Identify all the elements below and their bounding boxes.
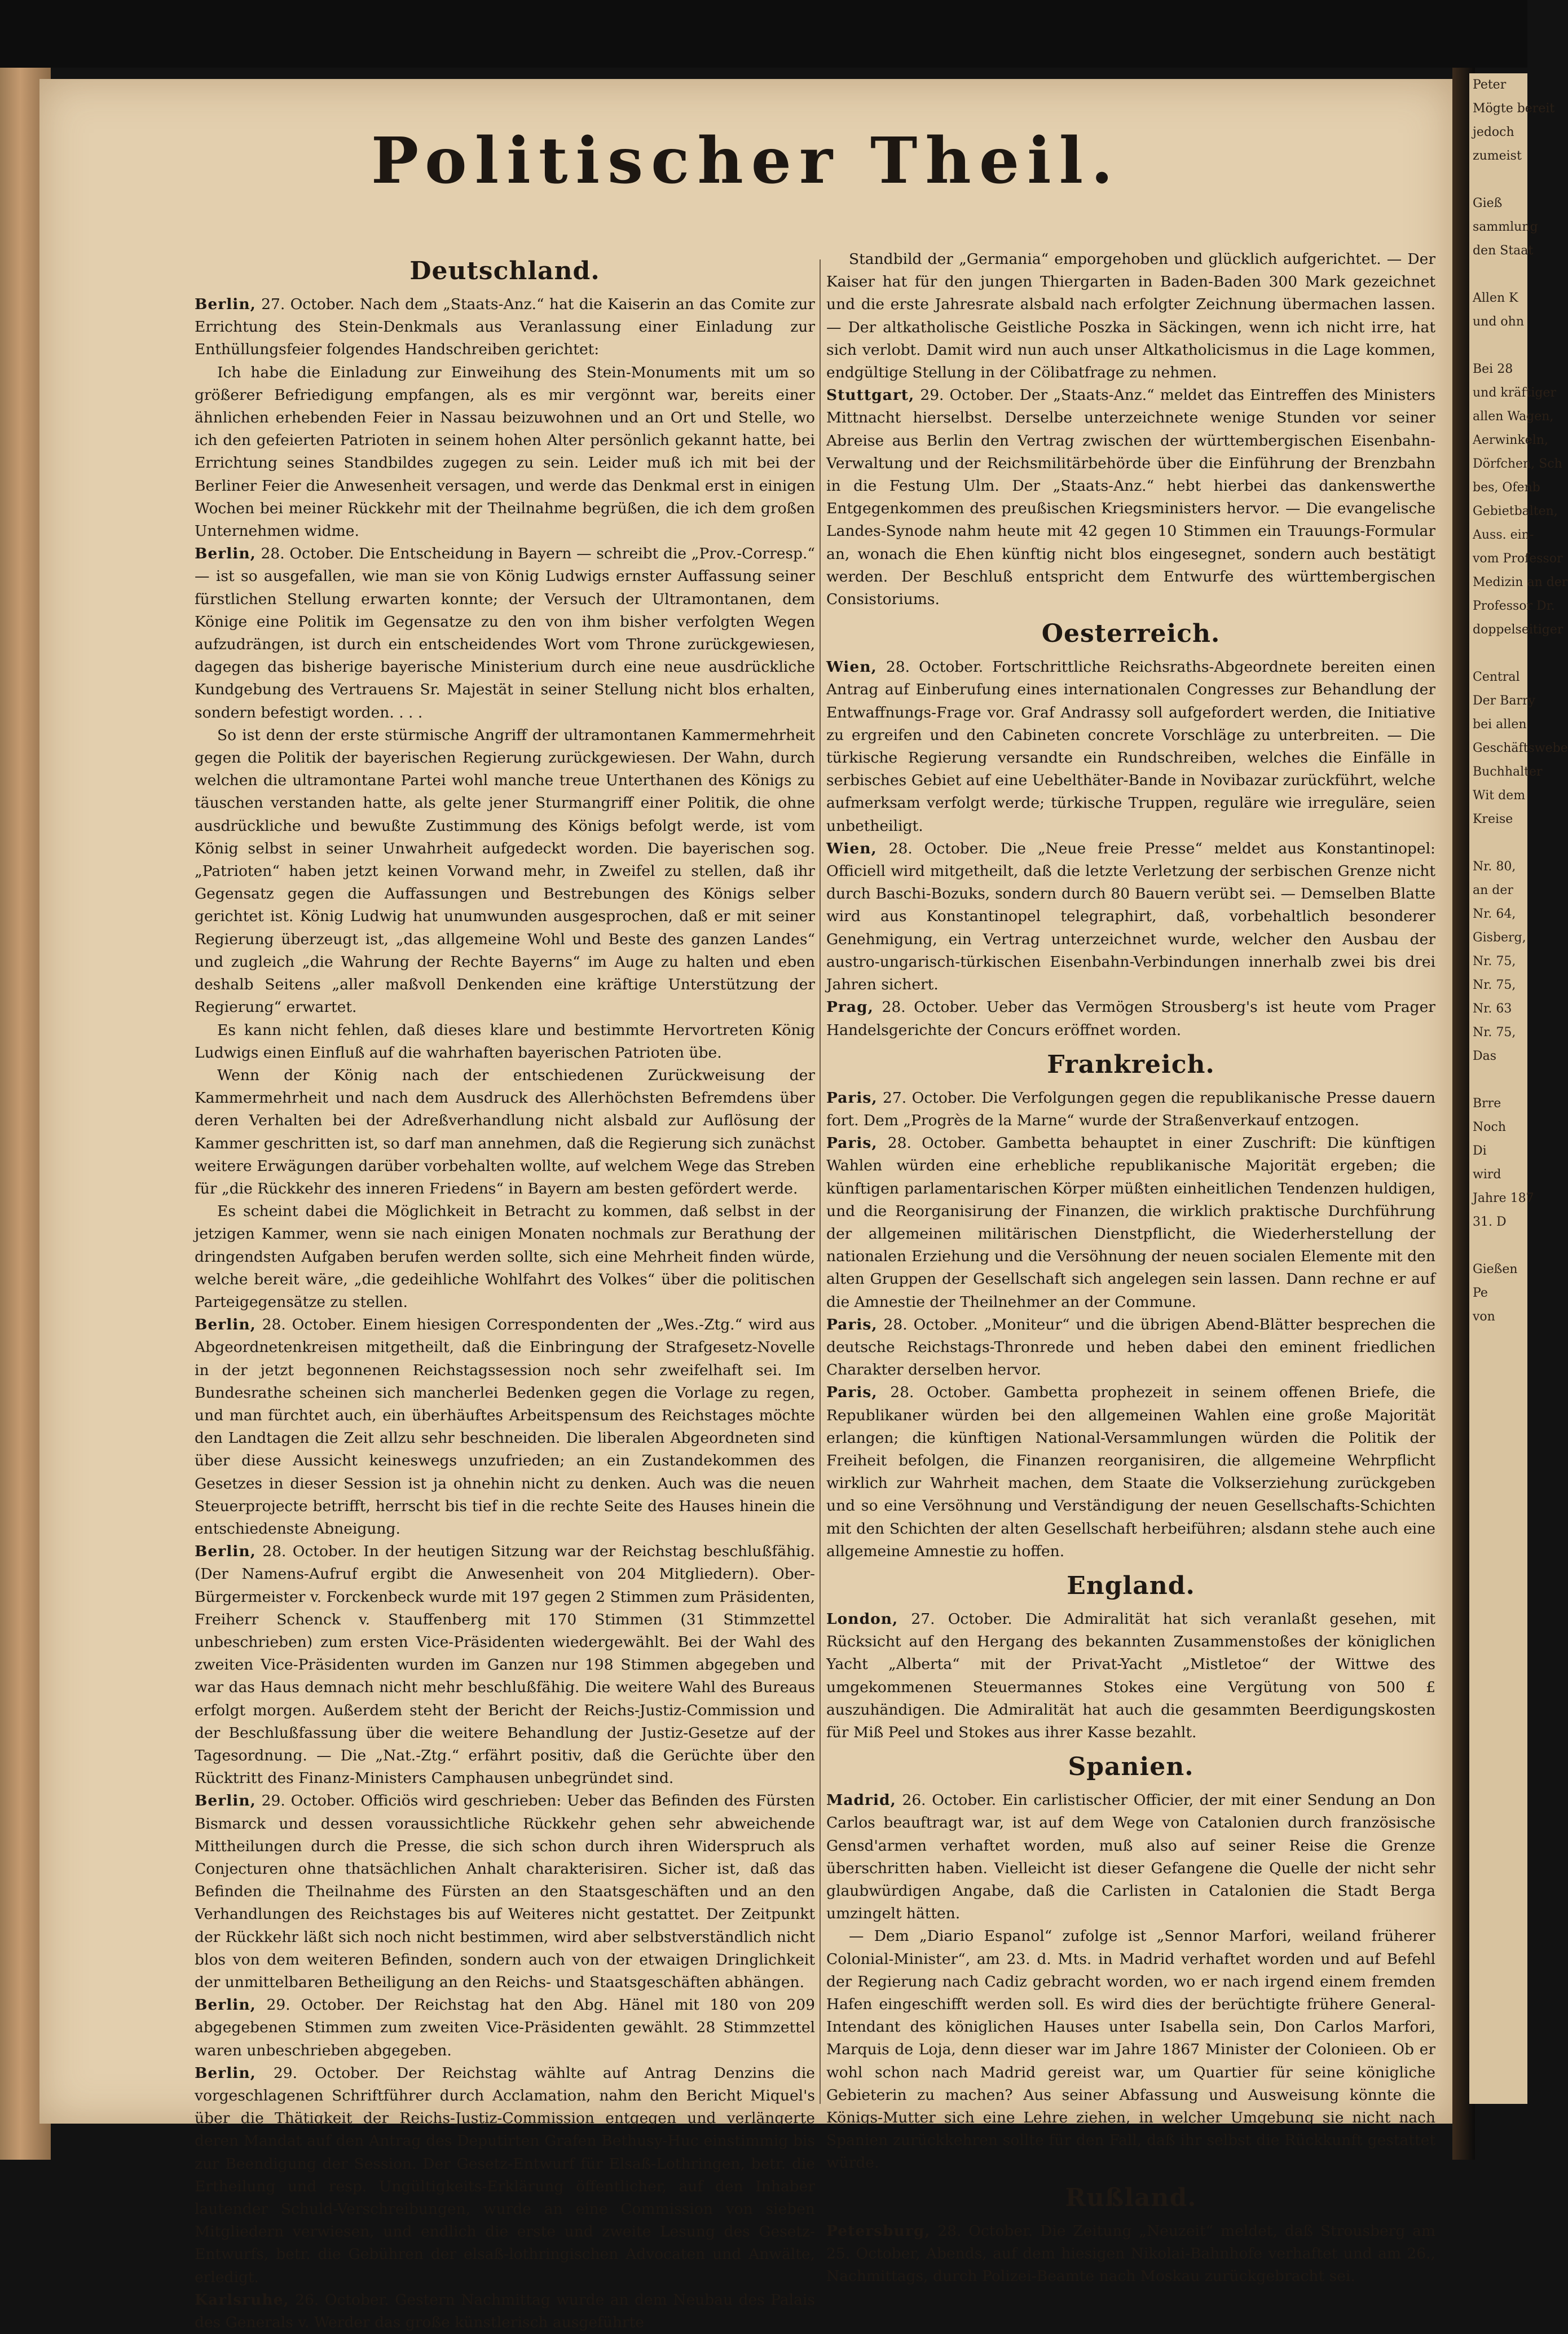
dateline-date: 28. October. [887,1134,986,1152]
article-paragraph [195,543,815,724]
adjacent-page-text: Nr. 64, [1473,907,1516,921]
adjacent-page-text: allen Wagen, [1473,409,1554,424]
article-text: — Dem „Diario Espanol“ zufolge ist „Sennor Marfori, weiland früherer Colonial-Minister“, am 23. d. Mts. in Madrid verhaftet worden und auf Befehl der Regierung nach Cadiz gebracht worden, wo er nach irgend einem fremden Hafen eingeschifft werden soll. Es wird dies der berüchtigte frühere General-Intendant des königlichen Hauses unter Isabella sein, Don Carlos Marfori, Marquis de Loja, denn dieser war im Jahre 1867 Minister der Colonieen. Ob er wohl schon nach Madrid gereist war, um Quartier für seine königliche Gebieterin zu machen? Aus seiner Abfassung und Ausweisung könnte die Königs-Mutter sich eine Lehre ziehen, in welcher Umgebung sie nicht nach Spanien zurückkehren sollte für den Fall, daß ihr selbst die Rückkunft gestattet würde. [826,1927,1435,2172]
dateline-date: 28. October. [886,658,984,676]
dateline-date: 27. October. [883,1089,976,1107]
section-heading-england: England. [1067,1571,1195,1600]
article-text: Ueber das Vermögen Strousberg's ist heute vom Prager Handelsgerichte der Concurs eröffnet worden. [826,998,1435,1039]
adjacent-page-text [1469,263,1527,287]
adjacent-page-text: Medizin an der [1473,575,1568,589]
article-text: Die Entscheidung in Bayern — schreibt die „Prov.-Corresp.“ — ist so ausgefallen, wie man sie von König Ludwigs ernster Auffassung seiner fürstlichen Stellung erwarten konnte; der Versuch der Ultramontanen, dem Könige eine Politik im Gegensatze zu den von ihm bisher verfolgten Wegen aufzudrängen, ist durch ein entscheidendes Wort vom Throne zurückgewiesen, dagegen das bisherige bayerische Ministerium durch eine neue ausdrückliche Kundgebung des Vertrauens Sr. Majestät in seiner Stellung nicht blos erhalten, sondern befestigt worden. . . . [195,545,815,721]
article-paragraph [195,1994,815,2062]
article-paragraph [195,724,815,1019]
article-paragraph [826,1314,1435,1382]
adjacent-page-text: Der Barry [1473,694,1535,708]
adjacent-page-text: doppelseitiger [1473,623,1563,637]
article-paragraph [826,1925,1435,2174]
adjacent-page-text: Di [1473,1144,1487,1158]
dateline-place: Berlin, [195,2064,256,2082]
dateline-date: 29. October. [266,1996,365,2014]
left-column-articles [195,293,815,2334]
left-column [195,248,815,2334]
article-paragraph [826,1608,1435,1744]
article-text: Nach dem „Staats-Anz.“ hat die Kaiserin an das Comite zur Errichtung des Stein-Denkmals aus Veranlassung einer Einladung zur Enthüllungsfeier folgendes Handschreiben gerichtet: [195,296,815,359]
article-paragraph [195,1314,815,1540]
article-paragraph [195,1540,815,1790]
oesterreich-articles [826,656,1435,1041]
adjacent-page-text: wird [1473,1168,1501,1182]
dateline-place: Berlin, [195,1316,256,1334]
adjacent-page-text [1469,1234,1527,1258]
adjacent-page-text: zumeist [1473,149,1522,163]
article-paragraph [195,1019,815,1064]
article-text: Einem hiesigen Correspondenten der „Wes.-Ztg.“ wird aus Abgeordnetenkreisen mitgetheilt, daß die Einbringung der Strafgesetz-Novelle in der jetzt begonnenen Reichstagssession noch sehr zweifelhaft sei. Im Bundesrathe scheinen sich mancherlei Bedenken gegen die Vorlage zu regen, und man fürchtet auch, ein überhäuftes Arbeitspensum des Reichstages möchte den Landtagen die Zeit allzu sehr beschneiden. Die liberalen Abgeordneten sind über diese Aussicht keineswegs unzufrieden; an ein Zustandekommen des Gesetzes in dieser Session ist ja ohnehin nicht zu denken. Auch was die neuen Steuerprojecte betrifft, herrscht bis tief in die rechte Seite des Hauses hinein die entschiedenste Abneigung. [195,1316,815,1538]
article-paragraph [826,1381,1435,1563]
adjacent-page-text: Wit dem [1473,789,1526,803]
book-binding-top [0,0,1527,68]
dateline-date: 29. October. [920,386,1014,404]
england-articles [826,1608,1435,1744]
dateline-date: 29. October. [261,1792,355,1810]
adjacent-page-text [1469,642,1527,666]
dateline-date: 27. October. [261,296,355,313]
adjacent-page-text: Nr. 75, [1473,1025,1516,1040]
dateline-place: Paris, [826,1134,878,1152]
dateline-place: Berlin, [195,1996,256,2014]
article-text: Gambetta prophezeit in seinem offenen Briefe, die Republikaner würden bei den allgemeinen Wahlen eine große Majorität erlangen; die künftigen National-Versammlungen würden die Politik der Freiheit befolgen, die Finanzen reorganisiren, die allgemeine Wehrpflicht wirklich zur Wahrheit machen, dem Staate die Volkserziehung zurückgeben und so eine Versöhnung und Verständigung der neuen Gesellschafts-Schichten mit den Schichten der alten Gesellschaft herbeiführen; alsdann stehe auch eine allgemeine Amnestie zu hoffen. [826,1384,1435,1560]
dateline-place: Wien, [826,658,877,676]
article-text: Ein carlistischer Officier, der mit einer Sendung an Don Carlos beauftragt war, ist auf dem Wege von Catalonien durch französische Gensd'armen verhaftet worden, muß also auf seiner Reise die Grenze überschritten haben. Vielleicht ist dieser Gefangene die Quelle der nicht sehr glaubwürdigen Angabe, daß die Carlisten in Catalonien die Stadt Berga umzingelt hätten. [826,1791,1435,1923]
adjacent-page-text: Jahre 187 [1473,1191,1534,1205]
adjacent-page-text: Geschäftswebe [1473,741,1568,755]
spanien-articles [826,1789,1435,2174]
article-text: Officiös wird geschrieben: Ueber das Befinden des Fürsten Bismarck und dessen voraussichtliche Rückkehr gehen sehr abweichende Mittheilungen durch die Presse, die sich schon durch ihren Widerspruch als Conjecturen ohne thatsächlichen Anhalt charakterisiren. Sicher ist, daß das Befinden die Theilnahme des Fürsten an den Staatsgeschäften und an den Verhandlungen des Reichstages bis auf Weiteres nicht gestattet. Der Zeitpunkt der Rückkehr läßt sich noch nicht bestimmen, wird aber selbstverständlich nicht blos von dem weiteren Befinden, sondern auch von der etwaigen Dringlichkeit der unmittelbaren Betheiligung an den Reichs- und Staatsgeschäften abhängen. [195,1792,815,1992]
dateline-place: Berlin, [195,296,256,313]
dateline-place: Berlin, [195,545,256,563]
adjacent-page-text: Peter [1473,78,1507,92]
adjacent-page-text: von [1473,1310,1495,1324]
article-paragraph [826,2220,1435,2288]
adjacent-page-text [1469,168,1527,192]
article-paragraph [195,1200,815,1314]
article-paragraph [826,656,1435,838]
adjacent-page-text: Das [1473,1049,1497,1063]
dateline-date: 28. October. [883,1315,978,1333]
newspaper-page [39,79,1452,2332]
article-text: Es kann nicht fehlen, daß dieses klare und bestimmte Hervortreten König Ludwigs einen Einfluß auf die wahrhaften bayerischen Patrioten übe. [195,1021,815,1062]
adjacent-page-text: Pe [1473,1286,1488,1300]
article-text: Die „Neue freie Presse“ meldet aus Konstantinopel: Officiell wird mitgetheilt, daß die letzte Verletzung der serbischen Grenze nicht durch Baschi-Bozuks, sondern durch 80 Bauern verübt sei. — Demselben Blatte wird aus Konstantinopel telegraphirt, daß, vorbehaltlich besonderer Genehmigung, ein Vertrag unterzeichnet wurde, welcher den Ausbau der austro-ungarisch-türkischen Eisenbahn-Verbindungen innerhalb zwei bis drei Jahren sichert. [826,839,1435,994]
adjacent-page-text: sammlung [1473,220,1538,234]
adjacent-page-text: Professor Dr. [1473,599,1555,613]
article-paragraph [195,1790,815,1994]
adjacent-page-text: Buchhalter [1473,765,1543,779]
article-text: Der Reichstag wählte auf Antrag Denzins die vorgeschlagenen Schriftführer durch Acclamation, nahm den Bericht Miquel's über die Thätigkeit der Reichs-Justiz-Commission entgegen und verlängerte deren Mandat auf den Antrag des Deputirten Grafen Bethusy-Huc einstimmig bis zur Beendigung der Session. Der Gesetz-Entwurf für Elsaß-Lothringen, betr. die Ertheilung und resp. Ungültigkeits-Erklärung öffentlicher, auf den Inhaber lautender Schuld-Verschreibungen, wurde an eine Commission von sieben Mitgliedern verwiesen, und endlich die erste und zweite Lesung des Gesetz-Entwurfs, betr. die Gebühren der elsaß-lothringischen Advocaten und Anwälte, erledigt. [195,2064,815,2286]
frankreich-articles [826,1087,1435,1563]
adjacent-page-text: Gebietbalten, [1473,504,1558,518]
adjacent-page-text: Aerwinkeln, [1473,433,1549,447]
adjacent-page-text [1469,1068,1527,1092]
dateline-date: 28. October. [261,545,354,563]
article-text: Die Admiralität hat sich veranlaßt gesehen, mit Rücksicht auf den Hergang des bekannten Zusammenstoßes der königlichen Yacht „Alberta“ mit der Privat-Yacht „Mistletoe“ der Wittwe des umgekommenen Steuermannes Stokes eine Vergütung von 500 £ auszuhändigen. Die Admiralität hat auch die gesammten Beerdigungskosten für Miß Peel und Stokes aus ihrer Kasse bezahlt. [826,1610,1435,1741]
adjacent-page-text: Gisberg, [1473,931,1526,945]
adjacent-page-text: Noch [1473,1120,1506,1134]
adjacent-page-text: bes, Ofenb [1473,481,1540,495]
adjacent-page-text: Nr. 75, [1473,954,1516,968]
adjacent-page-text: und kräftiger [1473,386,1557,400]
article-paragraph [826,996,1435,1041]
dateline-place: Madrid, [826,1791,896,1809]
page-title: Politischer Theil. [371,124,1121,198]
adjacent-page-strip [1469,73,1568,2104]
article-paragraph [826,1087,1435,1132]
article-paragraph [826,838,1435,996]
adjacent-page-text: 31. D [1473,1215,1507,1229]
dateline-date: 28. October. [882,998,979,1016]
dateline-date: 28. October. [937,2222,1033,2240]
article-text: Wenn der König nach der entschiedenen Zurückweisung der Kammermehrheit und nach dem Ausdruck des Allerhöchsten Befremdens über deren Verhalten bei der Adreßverhandlung nicht alsbald zur Auflösung der Kammer geschritten ist, so darf man annehmen, daß die Regierung sich zunächst weitere Erwägungen darüber vorbehalten wollte, auf welchem Wege das Streben für „die Rückkehr des inneren Friedens“ in Bayern am besten gefördert werde. [195,1066,815,1197]
section-heading-frankreich: Frankreich. [1047,1050,1215,1079]
dateline-place: Paris, [826,1315,878,1333]
dateline-date: 27. October. [911,1610,1012,1628]
adjacent-page-text: Dörfchen, Sch [1473,457,1562,471]
adjacent-page-text: jedoch [1473,125,1514,139]
dateline-place: Berlin, [195,1792,256,1810]
article-text: So ist denn der erste stürmische Angriff der ultramontanen Kammermehrheit gegen die Politik der bayerischen Regierung zurückgewiesen. Der Wahn, durch welchen die ultramontane Partei wohl manche treue Unterthanen des Königs zu täuschen verstanden hatte, als gelte jener Sturmangriff einer Politik, die ohne ausdrückliche und bewußte Zustimmung des Königs befolgt werde, ist vom König selbst in seiner Unwahrheit aufgedeckt worden. Die bayerischen sog. „Patrioten“ haben jetzt keinen Vorwand mehr, in Zweifel zu stellen, daß ihr Gegensatz gegen die Auffassungen und Bestrebungen des Königs selber gerichtet ist. König Ludwig hat unumwunden ausgesprochen, daß er mit seiner Regierung überzeugt ist, „das allgemeine Wohl und Beste des ganzen Landes“ und zugleich „die Wahrung der Rechte Bayerns“ im Auge zu halten und eben deshalb Seitens „aller maßvoll Denkenden eine kräftige Unterstützung der Regierung“ erwartet. [195,726,815,1016]
column-divider [820,259,821,2104]
dateline-place: Prag, [826,998,874,1016]
adjacent-page-text: Mögte bereit [1473,102,1555,116]
adjacent-page-text: Kreise [1473,812,1513,826]
adjacent-page-text [1469,334,1527,358]
article-text: Gestern Nachmittag wurde an dem Neubau des Palais des Generals v. Werder das große künstlerisch ausgeführte [195,2291,815,2332]
adjacent-page-text: Bei 28 [1473,362,1513,376]
section-heading-oesterreich: Oesterreich. [1041,619,1221,649]
adjacent-page-text: Gießen [1473,1262,1518,1276]
dateline-date: 28. October. [262,1543,357,1561]
article-paragraph [195,362,815,543]
article-text: Die Verfolgungen gegen die republikanische Presse dauern fort. Dem „Progrès de la Marne“ wurde der Straßenverkauf entzogen. [826,1089,1435,1129]
article-paragraph [826,384,1435,611]
dateline-place: Wien, [826,839,877,857]
article-text: Ich habe die Einladung zur Einweihung des Stein-Monuments mit um so größerer Befriedigung empfangen, als es mir vergönnt war, bereits einer ähnlichen erhebenden Feier in Nassau beizuwohnen und an Ort und Stelle, wo ich den gefeierten Patrioten in seinem hohen Alter persönlich gekannt hatte, bei Errichtung seines Standbildes zugegen zu sein. Leider muß ich mit bei der Berliner Feier die Anwesenheit versagen, und werde das Denkmal erst in einigen Wochen bei meiner Rückkehr mit der Theilnahme begrüßen, die ich dem großen Unternehmen widme. [195,363,815,540]
adjacent-page-text: Nr. 80, [1473,860,1516,874]
dateline-place: Petersburg, [826,2222,931,2240]
article-paragraph [826,248,1435,384]
dateline-place: Paris, [826,1384,878,1402]
dateline-date: 28. October. [262,1316,356,1334]
dateline-date: 28. October. [888,839,989,857]
dateline-place: Karlsruhe, [195,2291,289,2309]
dateline-place: Stuttgart, [826,386,915,404]
deutschland-continued [826,248,1435,611]
adjacent-page-text: an der [1473,883,1513,897]
article-paragraph [826,1132,1435,1314]
article-paragraph [195,1064,815,1200]
adjacent-page-text: vom Professor [1473,552,1563,566]
article-text: In der heutigen Sitzung war der Reichstag beschlußfähig. (Der Namens-Aufruf ergibt die Anwesenheit von 204 Mitgliedern). Ober-Bürgermeister v. Forckenbeck wurde mit 197 gegen 2 Stimmen zum Präsidenten, Freiherr Schenck v. Stauffenberg mit 170 Stimmen (31 Stimmzettel unbeschrieben) zum ersten Vice-Präsidenten wiedergewählt. Bei der Wahl des zweiten Vice-Präsidenten wurden im Ganzen nur 198 Stimmen abgegeben und war das Haus demnach nicht mehr beschlußfähig. Die weitere Wahl des Bureaus erfolgt morgen. Außerdem steht der Bericht der Reichs-Justiz-Commission und der Beschlußfassung über die weitere Behandlung der Justiz-Gesetze auf der Tagesordnung. — Die „Nat.-Ztg.“ erfährt positiv, daß die Gerüchte über den Rücktritt des Finanz-Ministers Camphausen unbegründet sind. [195,1543,815,1787]
dateline-date: 26. October. [902,1791,997,1809]
adjacent-page-text: bei allen [1473,717,1527,732]
article-text: Der Reichstag hat den Abg. Hänel mit 180 von 209 abgegebenen Stimmen zum zweiten Vice-Präsidenten gewählt. 28 Stimmzettel waren unbeschrieben abgegeben. [195,1996,815,2059]
article-text: „Moniteur“ und die übrigen Abend-Blätter besprechen die deutsche Reichstags-Thronrede und heben dabei den eminent friedlichen Charakter derselben hervor. [826,1315,1435,1379]
article-text: Standbild der „Germania“ emporgehoben und glücklich aufgerichtet. — Der Kaiser hat für den jungen Thiergarten in Baden-Baden 300 Mark gezeichnet und die erste Jahresrate alsbald nach erfolgter Zeichnung übermachen lassen. — Der altkatholische Geistliche Poszka in Säckingen, wenn ich nicht irre, hat sich verlobt. Damit wird nun auch unser Altkatholicismus in die Lage kommen, endgültige Stellung in der Cölibatfrage zu nehmen. [826,250,1435,382]
adjacent-page-text: und ohn [1473,315,1524,329]
section-heading-deutschland: Deutschland. [409,257,600,285]
article-text: Fortschrittliche Reichsraths-Abgeordnete bereiten einen Antrag auf Einberufung eines internationalen Congresses zur Behandlung der Entwaffnungs-Frage vor. Graf Andrassy soll aufgefordert werden, die Initiative zu ergreifen und den Cabineten concrete Vorschläge zu unterbreiten. — Die türkische Regierung versandte ein Rundschreiben, welches die Einfälle in serbisches Gebiet auf eine Uebelthäter-Bande in Novibazar zurückführt, welche aufmerksam verfolgt werde; türkische Truppen, reguläre wie irreguläre, seien unbetheiligt. [826,658,1435,835]
adjacent-page-text [1469,831,1527,855]
dateline-date: 26. October. [295,2291,389,2309]
adjacent-page-text: Auss. ein- [1473,528,1534,542]
russland-articles [826,2220,1435,2288]
dateline-date: 28. October. [890,1384,992,1402]
article-text: Gambetta behauptet in einer Zuschrift: Die künftigen Wahlen würden eine erhebliche republikanische Majorität ergeben; die künftigen parlamentarischen Körper müßten einheitlichen Tendenzen huldigen, und die Reorganisirung der Finanzen, die wirklich praktische Durchführung der allgemeinen militärischen Dienstpflicht, die Wiederherstellung der nationalen Erziehung und die Versöhnung der neuen socialen Elemente mit den alten Gruppen der Gesellschaft sich angelegen sein lassen. Dann rechne er auf die Amnestie der Theilnehmer an der Commune. [826,1134,1435,1311]
adjacent-page-text: den Staat [1473,244,1534,258]
article-paragraph [195,293,815,362]
article-paragraph [195,2062,815,2289]
section-heading-russland: Rußland. [1065,2183,1197,2212]
adjacent-page-text: Gieß [1473,196,1503,210]
dateline-place: London, [826,1610,898,1628]
article-paragraph [826,1789,1435,1925]
article-text: Es scheint dabei die Möglichkeit in Betracht zu kommen, daß selbst in der jetzigen Kammer, wenn sie nach einigen Monaten nochmals zur Berathung der dringendsten Aufgaben berufen werden sollte, sich eine Mehrheit finden würde, welche bereit wäre, „die gedeihliche Wohlfahrt des Volkes“ über die politischen Parteigegensätze zu stellen. [195,1203,815,1311]
dateline-place: Berlin, [195,1543,256,1561]
adjacent-page-text: Nr. 63 [1473,1002,1512,1016]
section-heading-spanien: Spanien. [1068,1752,1194,1782]
adjacent-page-text: Allen K [1473,291,1518,305]
dateline-place: Paris, [826,1089,878,1107]
article-text: Der „Staats-Anz.“ meldet das Eintreffen des Ministers Mittnacht hierselbst. Derselbe unterzeichnete wenige Stunden vor seiner Abreise aus Berlin den Vertrag zwischen der württembergischen Eisenbahn-Verwaltung und der Reichsmilitärbehörde über die Einführung der Brenzbahn in die Festung Ulm. Der „Staats-Anz.“ hebt hierbei das dankenswerthe Entgegenkommen des preußischen Kriegsministers hervor. — Die evangelische Landes-Synode nahm heute mit 42 gegen 10 Stimmen ein Trauungs-Formular an, wonach die Ehen künftig nicht blos eingesegnet, sondern auch bestätigt werden. Der Beschluß entspricht dem Entwurfe des württembergischen Consistoriums. [826,386,1435,609]
adjacent-page-text: Central [1473,670,1520,684]
article-paragraph [195,2289,815,2334]
article-text: Die Zeitung „Neuzeit“ meldet, daß Strousberg am 25. October, Abends, auf dem hiesigen Nikolai-Bahnhofe verhaftet und am 26., Nachmittags, durch Polizei-Beamte nach Moskau zurückgebracht sei. [826,2222,1435,2285]
adjacent-page-text: Brre [1473,1096,1501,1111]
dateline-date: 29. October. [273,2064,379,2082]
adjacent-page-text: Nr. 75, [1473,978,1516,992]
right-column [826,248,1435,2288]
